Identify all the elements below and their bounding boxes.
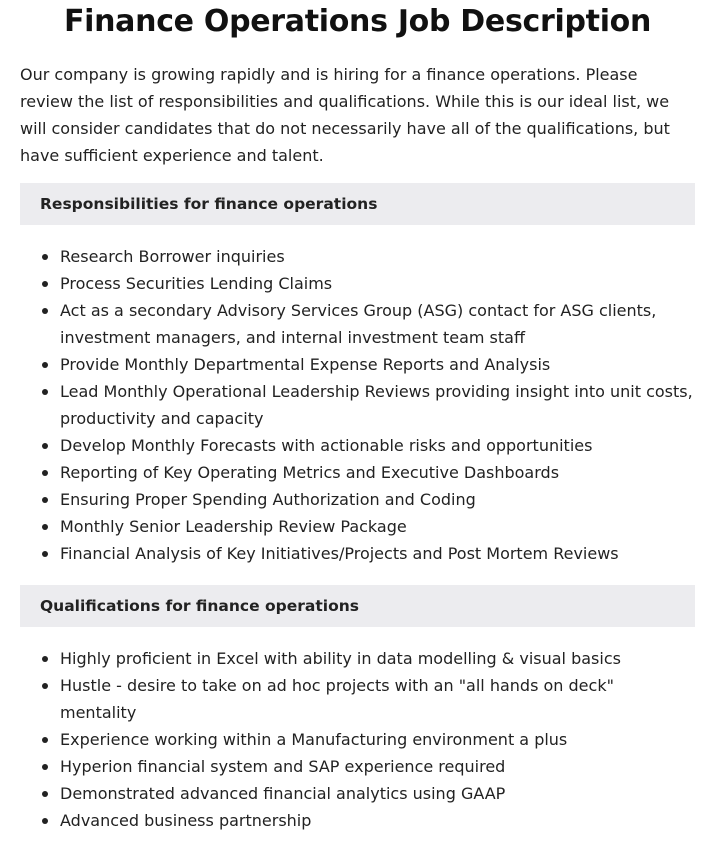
- qualifications-heading: Qualifications for finance operations: [20, 585, 695, 627]
- list-item: Demonstrated advanced financial analytics using GAAP: [20, 780, 695, 807]
- job-description-page: [20, 0, 695, 834]
- list-item: Financial Analysis of Key Initiatives/Projects and Post Mortem Reviews: [20, 540, 695, 567]
- list-item: Act as a secondary Advisory Services Group (ASG) contact for ASG clients, investment managers, and internal investment team staff: [20, 297, 695, 351]
- intro-paragraph: Our company is growing rapidly and is hiring for a finance operations. Please review the list of responsibilities and qualifications. While this is our ideal list, we will consider candidates that do not necessarily have all of the qualifications, but have sufficient experience and talent.: [20, 65, 670, 165]
- list-item: Reporting of Key Operating Metrics and Executive Dashboards: [20, 459, 695, 486]
- list-item: Develop Monthly Forecasts with actionable risks and opportunities: [20, 432, 695, 459]
- list-item: Experience working within a Manufacturing environment a plus: [20, 726, 695, 753]
- responsibilities-heading: Responsibilities for finance operations: [20, 183, 695, 225]
- list-item: Provide Monthly Departmental Expense Reports and Analysis: [20, 351, 695, 378]
- list-item: Monthly Senior Leadership Review Package: [20, 513, 695, 540]
- qualifications-list: [20, 645, 695, 834]
- list-item: Highly proficient in Excel with ability in data modelling & visual basics: [20, 645, 695, 672]
- responsibilities-list: [20, 243, 695, 567]
- list-item: Hustle - desire to take on ad hoc projects with an "all hands on deck" mentality: [20, 672, 695, 726]
- list-item: Research Borrower inquiries: [20, 243, 695, 270]
- list-item: Lead Monthly Operational Leadership Reviews providing insight into unit costs, productivity and capacity: [20, 378, 695, 432]
- list-item: Ensuring Proper Spending Authorization and Coding: [20, 486, 695, 513]
- page-title: Finance Operations Job Description: [63, 4, 652, 39]
- list-item: Hyperion financial system and SAP experience required: [20, 753, 695, 780]
- list-item: Advanced business partnership: [20, 807, 695, 834]
- list-item: Process Securities Lending Claims: [20, 270, 695, 297]
